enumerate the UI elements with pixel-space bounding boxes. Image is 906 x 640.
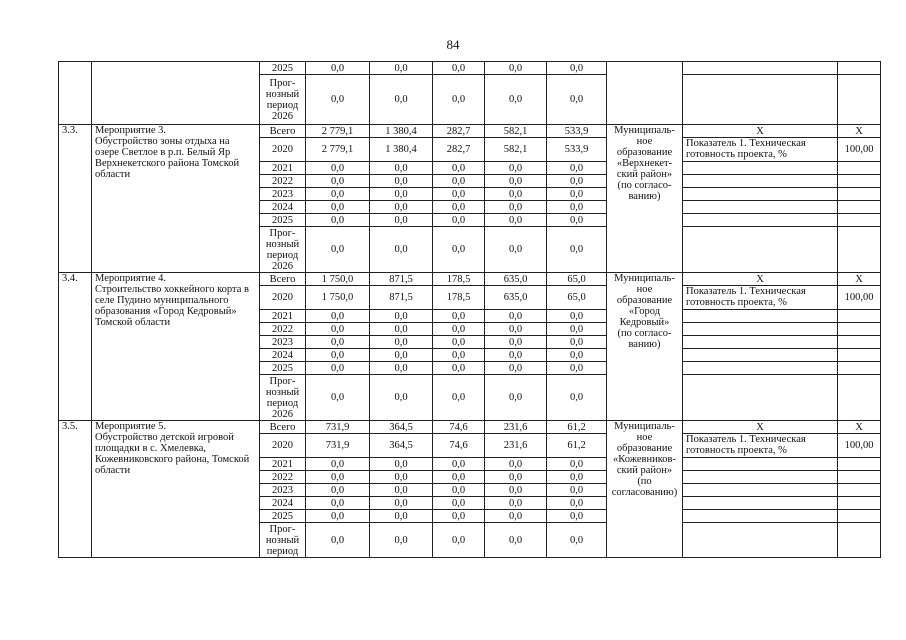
value-cell: 0,0 [547, 497, 607, 510]
year-cell: Всего [260, 125, 306, 138]
value-cell: 0,0 [485, 310, 547, 323]
value-cell: 0,0 [433, 336, 485, 349]
indicator-value-cell [838, 75, 881, 125]
value-cell: 0,0 [370, 336, 433, 349]
value-cell: 0,0 [547, 323, 607, 336]
value-cell: 0,0 [547, 471, 607, 484]
value-cell: 0,0 [547, 523, 607, 558]
value-cell: 0,0 [485, 484, 547, 497]
year-cell: Всего [260, 273, 306, 286]
year-cell: 2025 [260, 214, 306, 227]
value-cell: 0,0 [433, 75, 485, 125]
table-row [59, 273, 881, 286]
value-cell: 635,0 [485, 273, 547, 286]
value-cell: 0,0 [485, 362, 547, 375]
value-cell: 0,0 [547, 188, 607, 201]
value-cell: 0,0 [433, 362, 485, 375]
value-cell: 282,7 [433, 125, 485, 138]
value-cell: 0,0 [547, 62, 607, 75]
value-cell: 582,1 [485, 138, 547, 162]
year-cell: 2023 [260, 484, 306, 497]
value-cell: 1 750,0 [306, 286, 370, 310]
value-cell: 0,0 [547, 484, 607, 497]
year-cell: 2021 [260, 162, 306, 175]
indicator-cell [683, 227, 838, 273]
indicator-value-cell [838, 336, 881, 349]
value-cell: 0,0 [485, 201, 547, 214]
indicator-cell [683, 471, 838, 484]
indicator-cell [683, 510, 838, 523]
page-number: 84 [446, 37, 460, 52]
value-cell: 231,6 [485, 421, 547, 434]
value-cell: 731,9 [306, 434, 370, 458]
table-row [59, 421, 881, 434]
value-cell: 635,0 [485, 286, 547, 310]
financing-table [58, 61, 881, 558]
indicator-cell [683, 188, 838, 201]
value-cell: 0,0 [370, 162, 433, 175]
year-cell: 2025 [260, 362, 306, 375]
value-cell: 0,0 [370, 175, 433, 188]
year-cell: 2021 [260, 310, 306, 323]
year-cell: 2025 [260, 62, 306, 75]
value-cell: 0,0 [485, 336, 547, 349]
indicator-name: Показатель 1. Техническая готовность проекта, % [683, 286, 838, 310]
value-cell: 0,0 [547, 162, 607, 175]
year-cell: 2021 [260, 458, 306, 471]
measure-name: Мероприятие 5. Обустройство детской игровой площадки в с. Хмелевка, Кожевниковского района, Томской области [92, 421, 260, 558]
value-cell: 0,0 [370, 375, 433, 421]
name-cell [92, 62, 260, 125]
value-cell: 0,0 [370, 201, 433, 214]
value-cell: 0,0 [306, 471, 370, 484]
value-cell: 178,5 [433, 286, 485, 310]
value-cell: 0,0 [433, 188, 485, 201]
value-cell: 0,0 [485, 227, 547, 273]
indicator-cell [683, 310, 838, 323]
year-cell: 2022 [260, 471, 306, 484]
value-cell: 0,0 [433, 201, 485, 214]
indicator-cell [683, 362, 838, 375]
value-cell: 0,0 [306, 497, 370, 510]
year-cell: 2022 [260, 323, 306, 336]
value-cell: 65,0 [547, 273, 607, 286]
measure-name: Мероприятие 4. Строительство хоккейного корта в селе Пудино муниципального образования «Город Кедровый» Томской области [92, 273, 260, 421]
value-cell: 0,0 [547, 214, 607, 227]
indicator-value: 100,00 [838, 138, 881, 162]
indicator-cell [683, 162, 838, 175]
value-cell: 74,6 [433, 421, 485, 434]
indicator-value-cell [838, 484, 881, 497]
value-cell: 533,9 [547, 125, 607, 138]
value-cell: 0,0 [306, 336, 370, 349]
year-cell: 2020 [260, 434, 306, 458]
indicator-value-cell [838, 310, 881, 323]
value-cell: 0,0 [370, 510, 433, 523]
value-cell: 0,0 [485, 349, 547, 362]
indicator-cell [683, 349, 838, 362]
value-cell: 61,2 [547, 421, 607, 434]
value-cell: 0,0 [433, 497, 485, 510]
value-cell: 0,0 [433, 227, 485, 273]
value-cell: 0,0 [370, 458, 433, 471]
indicator-value-cell [838, 523, 881, 558]
table-row [59, 125, 881, 138]
value-cell: 0,0 [370, 323, 433, 336]
value-cell: 65,0 [547, 286, 607, 310]
indicator-name: Показатель 1. Техническая готовность проекта, % [683, 138, 838, 162]
value-cell: 74,6 [433, 434, 485, 458]
value-cell: 0,0 [485, 510, 547, 523]
value-cell: 0,0 [306, 458, 370, 471]
value-cell: 0,0 [485, 75, 547, 125]
value-cell: 0,0 [306, 214, 370, 227]
value-cell: 0,0 [370, 75, 433, 125]
indicator-value-cell [838, 323, 881, 336]
indicator-x-value: X [838, 125, 881, 138]
value-cell: 0,0 [485, 214, 547, 227]
value-cell: 0,0 [306, 349, 370, 362]
value-cell: 0,0 [485, 497, 547, 510]
indicator-x: X [683, 125, 838, 138]
indicator-x: X [683, 273, 838, 286]
indicator-cell [683, 375, 838, 421]
value-cell: 1 380,4 [370, 125, 433, 138]
value-cell: 0,0 [433, 458, 485, 471]
value-cell: 0,0 [547, 362, 607, 375]
year-cell: Прог- нозный период 2026 [260, 375, 306, 421]
value-cell: 0,0 [485, 458, 547, 471]
measure-number: 3.3. [59, 125, 92, 273]
value-cell: 0,0 [306, 510, 370, 523]
value-cell: 0,0 [547, 175, 607, 188]
executor-cell: Муниципаль- ное образование «Верхнекет- ский район» (по согласо- ванию) [607, 125, 683, 273]
value-cell: 0,0 [485, 188, 547, 201]
value-cell: 0,0 [306, 188, 370, 201]
value-cell: 0,0 [547, 336, 607, 349]
indicator-value-cell [838, 362, 881, 375]
executor-cell: Муниципаль- ное образование «Город Кедровый» (по согласо- ванию) [607, 273, 683, 421]
year-cell: 2023 [260, 188, 306, 201]
value-cell: 0,0 [485, 471, 547, 484]
indicator-name: Показатель 1. Техническая готовность проекта, % [683, 434, 838, 458]
value-cell: 0,0 [547, 375, 607, 421]
value-cell: 731,9 [306, 421, 370, 434]
value-cell: 0,0 [306, 375, 370, 421]
value-cell: 0,0 [433, 523, 485, 558]
value-cell: 0,0 [370, 471, 433, 484]
value-cell: 0,0 [485, 323, 547, 336]
value-cell: 533,9 [547, 138, 607, 162]
indicator-value-cell [838, 201, 881, 214]
indicator-cell [683, 458, 838, 471]
value-cell: 0,0 [547, 349, 607, 362]
value-cell: 1 380,4 [370, 138, 433, 162]
value-cell: 0,0 [485, 523, 547, 558]
value-cell: 0,0 [306, 362, 370, 375]
value-cell: 871,5 [370, 286, 433, 310]
value-cell: 0,0 [433, 175, 485, 188]
value-cell: 1 750,0 [306, 273, 370, 286]
indicator-x-value: X [838, 273, 881, 286]
indicator-value-cell [838, 162, 881, 175]
indicator-cell [683, 214, 838, 227]
indicator-value-cell [838, 349, 881, 362]
indicator-cell [683, 523, 838, 558]
value-cell: 0,0 [485, 175, 547, 188]
value-cell: 871,5 [370, 273, 433, 286]
indicator-value-cell [838, 175, 881, 188]
value-cell: 0,0 [433, 471, 485, 484]
year-cell: 2024 [260, 497, 306, 510]
indicator-value-cell [838, 188, 881, 201]
value-cell: 0,0 [433, 214, 485, 227]
value-cell: 582,1 [485, 125, 547, 138]
measure-number: 3.4. [59, 273, 92, 421]
year-cell: 2025 [260, 510, 306, 523]
value-cell: 0,0 [547, 458, 607, 471]
value-cell: 0,0 [433, 510, 485, 523]
value-cell: 0,0 [485, 62, 547, 75]
value-cell: 0,0 [547, 310, 607, 323]
indicator-x: X [683, 421, 838, 434]
value-cell: 0,0 [433, 375, 485, 421]
value-cell: 0,0 [370, 310, 433, 323]
value-cell: 0,0 [433, 310, 485, 323]
value-cell: 0,0 [547, 227, 607, 273]
value-cell: 0,0 [433, 162, 485, 175]
indicator-cell [683, 175, 838, 188]
indicator-cell [683, 323, 838, 336]
measure-number: 3.5. [59, 421, 92, 558]
indicator-value-cell [838, 214, 881, 227]
indicator-value-cell [838, 471, 881, 484]
value-cell: 0,0 [370, 349, 433, 362]
value-cell: 0,0 [306, 523, 370, 558]
value-cell: 0,0 [306, 484, 370, 497]
year-cell: 2022 [260, 175, 306, 188]
value-cell: 0,0 [370, 188, 433, 201]
value-cell: 0,0 [433, 62, 485, 75]
year-cell: 2020 [260, 286, 306, 310]
indicator-cell [683, 62, 838, 75]
year-cell: Прог- нозный период 2026 [260, 75, 306, 125]
value-cell: 0,0 [370, 62, 433, 75]
value-cell: 2 779,1 [306, 138, 370, 162]
value-cell: 0,0 [433, 323, 485, 336]
indicator-value-cell [838, 62, 881, 75]
indicator-cell [683, 497, 838, 510]
number-cell [59, 62, 92, 125]
value-cell: 0,0 [370, 523, 433, 558]
value-cell: 0,0 [547, 201, 607, 214]
value-cell: 364,5 [370, 421, 433, 434]
value-cell: 0,0 [547, 510, 607, 523]
indicator-cell [683, 75, 838, 125]
executor-cell: Муниципаль- ное образование «Кожевников- ский район» (по согласованию) [607, 421, 683, 558]
indicator-value: 100,00 [838, 434, 881, 458]
indicator-x-value: X [838, 421, 881, 434]
value-cell: 0,0 [433, 349, 485, 362]
year-cell: Всего [260, 421, 306, 434]
indicator-cell [683, 484, 838, 497]
table-row [59, 62, 881, 75]
indicator-value-cell [838, 458, 881, 471]
value-cell: 364,5 [370, 434, 433, 458]
value-cell: 0,0 [306, 175, 370, 188]
value-cell: 0,0 [370, 484, 433, 497]
value-cell: 61,2 [547, 434, 607, 458]
indicator-value-cell [838, 375, 881, 421]
executor-cell [607, 62, 683, 125]
indicator-value: 100,00 [838, 286, 881, 310]
year-cell: Прог- нозный период 2026 [260, 227, 306, 273]
value-cell: 0,0 [485, 375, 547, 421]
year-cell: 2020 [260, 138, 306, 162]
value-cell: 0,0 [306, 162, 370, 175]
value-cell: 231,6 [485, 434, 547, 458]
year-cell: Прог- нозный период [260, 523, 306, 558]
value-cell: 0,0 [433, 484, 485, 497]
value-cell: 0,0 [306, 323, 370, 336]
indicator-value-cell [838, 510, 881, 523]
value-cell: 282,7 [433, 138, 485, 162]
value-cell: 0,0 [370, 227, 433, 273]
value-cell: 178,5 [433, 273, 485, 286]
value-cell: 2 779,1 [306, 125, 370, 138]
year-cell: 2023 [260, 336, 306, 349]
value-cell: 0,0 [370, 362, 433, 375]
indicator-cell [683, 201, 838, 214]
value-cell: 0,0 [306, 62, 370, 75]
indicator-value-cell [838, 227, 881, 273]
year-cell: 2024 [260, 349, 306, 362]
value-cell: 0,0 [306, 201, 370, 214]
value-cell: 0,0 [370, 214, 433, 227]
value-cell: 0,0 [306, 227, 370, 273]
measure-name: Мероприятие 3. Обустройство зоны отдыха на озере Светлое в р.п. Белый Яр Верхнекетского района Томской области [92, 125, 260, 273]
value-cell: 0,0 [547, 75, 607, 125]
indicator-cell [683, 336, 838, 349]
value-cell: 0,0 [370, 497, 433, 510]
value-cell: 0,0 [306, 75, 370, 125]
indicator-value-cell [838, 497, 881, 510]
value-cell: 0,0 [485, 162, 547, 175]
value-cell: 0,0 [306, 310, 370, 323]
year-cell: 2024 [260, 201, 306, 214]
